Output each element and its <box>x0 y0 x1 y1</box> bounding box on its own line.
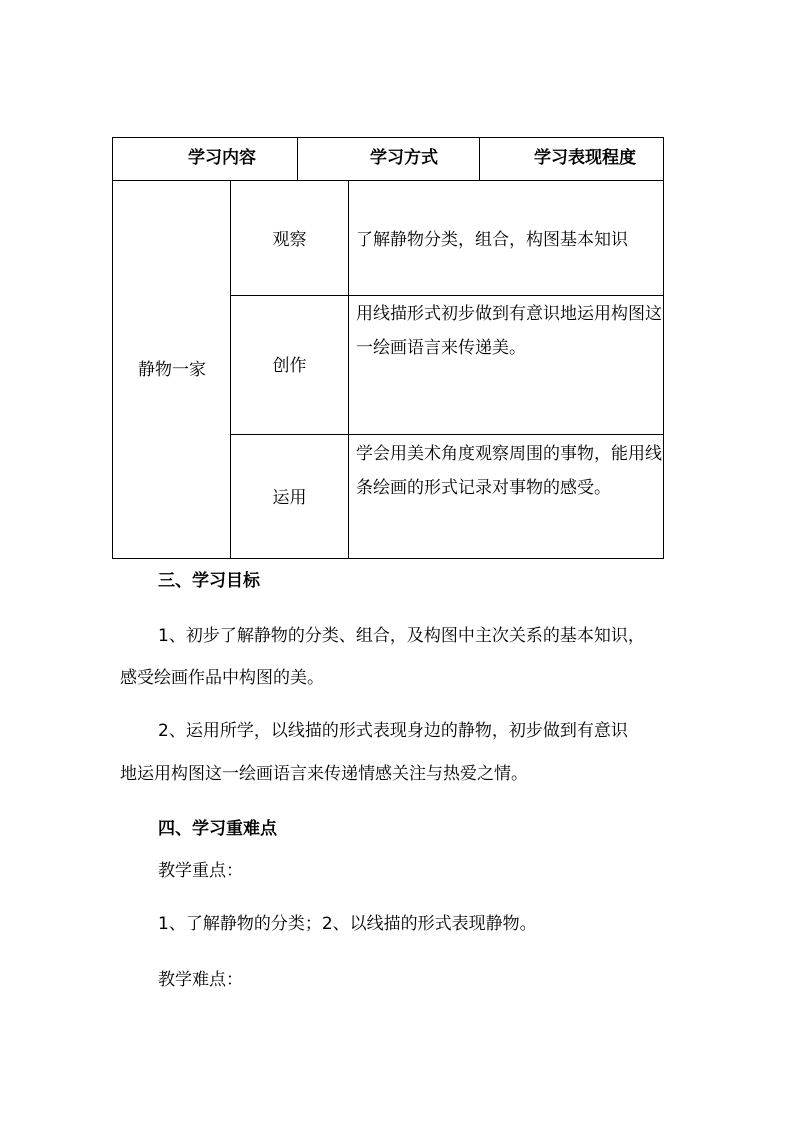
table-border-right <box>663 137 664 559</box>
method-observe: 观察 <box>272 230 307 250</box>
goal-1-line-1: 1、初步了解静物的分类、组合，及构图中主次关系的基本知识， <box>158 626 645 646</box>
table-row-divider <box>230 295 664 296</box>
table-header-separator <box>479 137 480 180</box>
table-border-left <box>112 137 113 559</box>
table-column-separator <box>230 180 231 559</box>
table-border-top <box>112 137 664 138</box>
table-header-separator <box>297 137 298 180</box>
table-row-divider <box>230 434 664 435</box>
performance-apply: 学会用美术角度观察周围的事物，能用线条绘画的形式记录对事物的感受。 <box>356 444 662 498</box>
header-performance-level: 学习表现程度 <box>534 148 636 168</box>
header-learning-method: 学习方式 <box>370 148 438 168</box>
table-header-divider <box>112 180 664 181</box>
performance-create: 用线描形式初步做到有意识地运用构图这一绘画语言来传递美。 <box>356 304 662 358</box>
goal-1-line-2: 感受绘画作品中构图的美。 <box>120 668 324 688</box>
method-apply: 运用 <box>272 488 307 508</box>
difficulty-label: 教学难点： <box>158 970 243 990</box>
method-create: 创作 <box>272 356 307 376</box>
section-heading-goals: 三、学习目标 <box>158 571 260 591</box>
topic-cell: 静物一家 <box>138 360 206 380</box>
header-learning-content: 学习内容 <box>188 148 256 168</box>
learning-content-table <box>112 137 664 559</box>
goal-2-line-2: 地运用构图这一绘画语言来传递情感关注与热爱之情。 <box>120 764 528 784</box>
table-column-separator <box>348 180 349 559</box>
key-points-content: 1、了解静物的分类；2、以线描的形式表现静物。 <box>158 914 537 934</box>
section-heading-key-points: 四、学习重难点 <box>158 819 277 839</box>
table-border-bottom <box>112 558 664 559</box>
goal-2-line-1: 2、运用所学，以线描的形式表现身边的静物，初步做到有意识 <box>158 721 628 741</box>
key-points-label: 教学重点： <box>158 861 243 881</box>
performance-observe: 了解静物分类，组合，构图基本知识 <box>356 230 628 250</box>
